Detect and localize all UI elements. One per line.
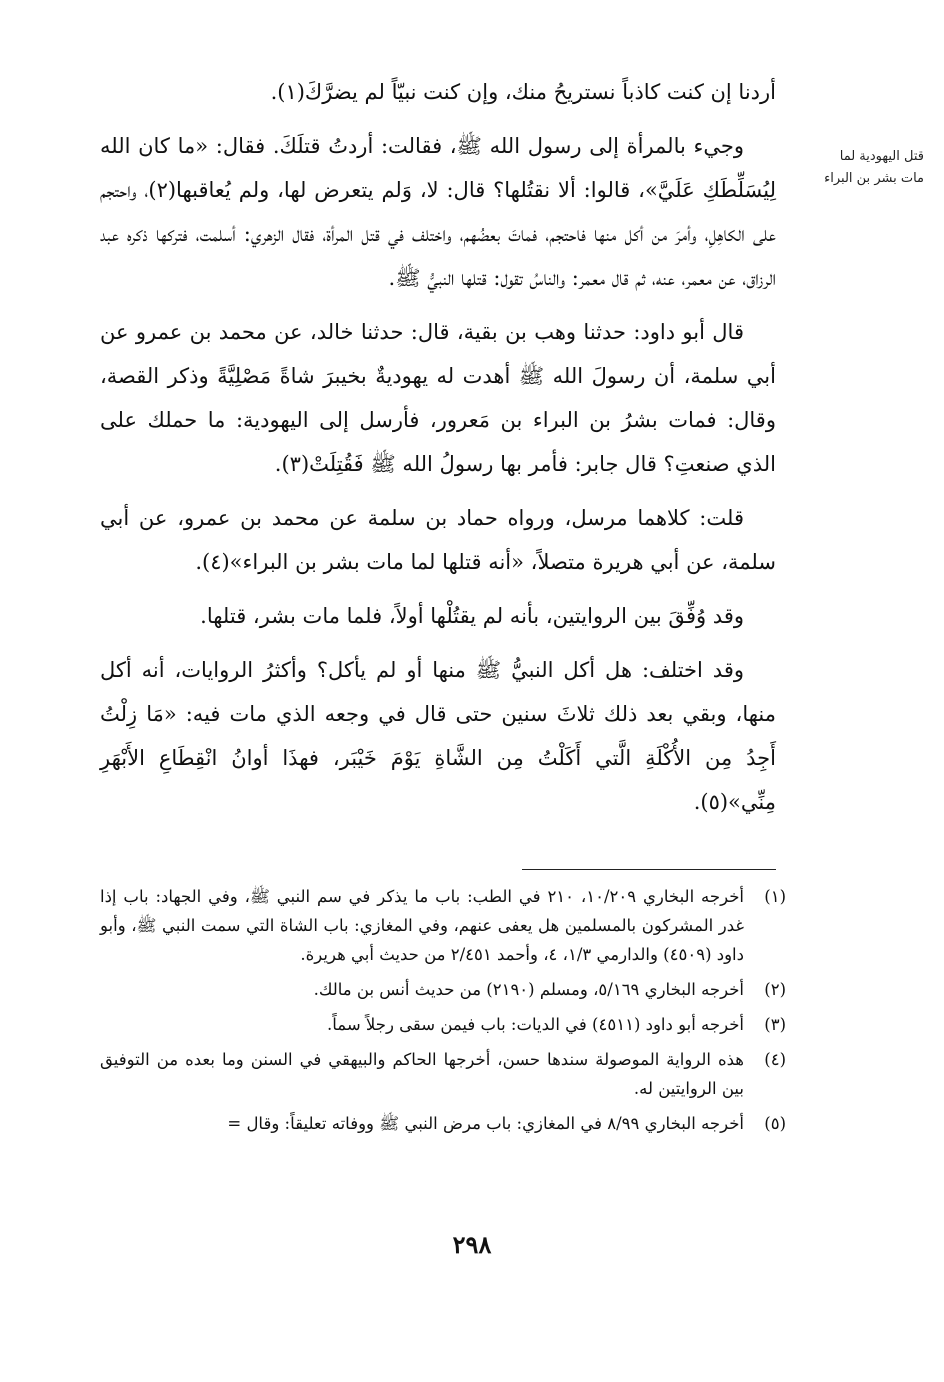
- page-number: ٢٩٨: [452, 1230, 492, 1259]
- footnote-divider: [522, 869, 776, 870]
- footnote-number: (١): [764, 887, 786, 906]
- footnote: [100, 975, 786, 1004]
- footnote: [100, 1045, 786, 1103]
- paragraph: وقد اختلف: هل أكل النبيُّ ﷺ منها أو لم يأكل؟ وأكثرُ الروايات، أنه أكل منها، وبقي بعد ذلك ثلاثَ سنين حتى قال في وجعه الذي مات فيه: «مَا زِلْتُ أَجِدُ مِن الأُكْلَةِ الَّتي أَكَلْتُ مِن الشَّاةِ يَوْمَ خَيْبَر، فهذَا أوانُ انْقِطَاعِ الأَبْهَرِ مِنِّي»(٥).: [100, 658, 776, 814]
- paragraph: أردنا إن كنت كاذباً نستريحُ منك، وإن كنت نبيّاً لم يضرَّكَ(١).: [270, 80, 776, 104]
- footnote-text: أخرجه أبو داود (٤٥١١) في الديات: باب فيمن سقى رجلاً سماً.: [327, 1015, 744, 1034]
- footnote-text: هذه الرواية الموصولة سندها حسن، أخرجها الحاكم والبيهقي في السنن وما بعده من التوفيق بين الروايتين له.: [100, 1050, 744, 1098]
- paragraph: قلت: كلاهما مرسل، ورواه حماد بن سلمة عن محمد بن عمرو، عن أبي سلمة، عن أبي هريرة متصلاً، «أنه قتلها لما مات بشر بن البراء»(٤).: [100, 506, 776, 574]
- footnote-number: (٥): [764, 1114, 786, 1133]
- paragraph: قال أبو داود: حدثنا وهب بن بقية، قال: حدثنا خالد، عن محمد بن عمرو عن أبي سلمة، أن رسولَ الله ﷺ أهدت له يهوديةٌ بخيبرَ شاةً مَصْلِيَّةً وذكر القصة، وقال: فمات بشرُ بن البراء بن مَعرور، فأرسل إلى اليهودية: ما حملك على الذي صنعتِ؟ قال جابر: فأمر بها رسولُ الله ﷺ فَقُتِلَتْ(٣).: [100, 320, 776, 476]
- footnote-number: (٢): [764, 980, 786, 999]
- paragraph: وجيء بالمرأة إلى رسول الله ﷺ، فقالت: أردتُ قتلَكَ. فقال: «ما كان الله لِيُسَلِّطَكِ عَلَيَّ»، قالوا: ألا نقتُلها؟ قال: لا، وَلم يتعرض لها، ولم يُعاقبها(٢)، واحتجم على الكاهِلِ، وأمرَ من أكل منها فاحتجم، فماتَ بعضُهم، واختلف في قتل المرأة، فقال الزهري: أسلمت، فتركها ذكره عبد الرزاق، عن معمر، عنه، ثم قال معمر: والناسُ تقول: قتلها النبيُّ ﷺ.: [100, 134, 776, 290]
- footnote-number: (٣): [764, 1015, 786, 1034]
- footnote-text: أخرجه البخاري ٨/٩٩ في المغازي: باب مرض النبي ﷺ ووفاته تعليقاً: وقال =: [227, 1114, 744, 1133]
- footnote-number: (٤): [764, 1050, 786, 1069]
- footnote: [100, 882, 786, 969]
- footnote: [100, 1109, 786, 1138]
- main-text: [100, 70, 776, 834]
- margin-note: قتل اليهودية لما مات بشر بن البراء: [824, 149, 924, 186]
- footnote-text: أخرجه البخاري ٥/١٦٩، ومسلم (٢١٩٠) من حديث أنس بن مالك.: [313, 980, 744, 999]
- paragraph: وقد وُفِّقَ بين الروايتين، بأنه لم يقتُلْها أولاً، فلما مات بشر، قتلها.: [200, 604, 744, 628]
- footnotes: [100, 882, 786, 1144]
- footnote: [100, 1010, 786, 1039]
- footnote-text: أخرجه البخاري ١٠/٢٠٩، ٢١٠ في الطب: باب ما يذكر في سم النبي ﷺ، وفي الجهاد: باب إذا غدر المشركون بالمسلمين هل يعفى عنهم، وفي المغازي: باب الشاة التي سمت النبي ﷺ، وأبو داود (٤٥٠٩) والدارمي ١/٣، ٤، وأحمد ٢/٤٥١ من حديث أبي هريرة.: [100, 887, 744, 964]
